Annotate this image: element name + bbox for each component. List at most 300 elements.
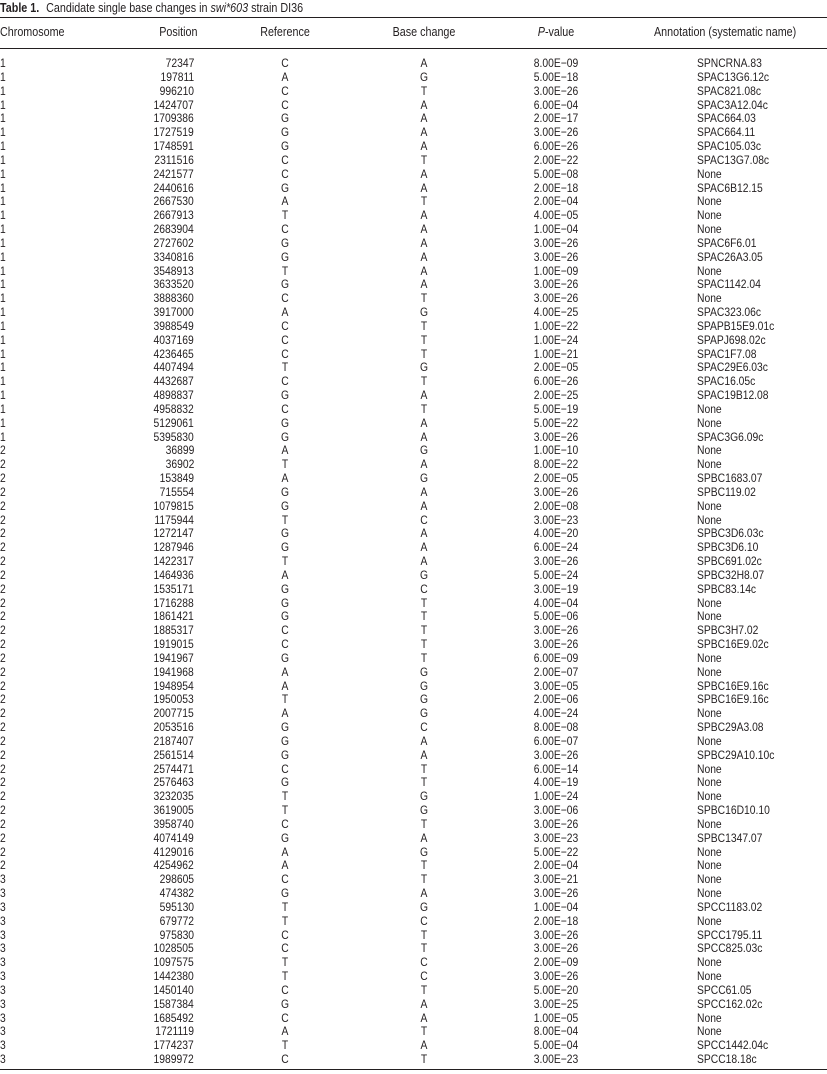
cell-position: 1941967 xyxy=(153,650,194,665)
cell-chromosome: 2 xyxy=(0,623,6,638)
cell-position: 2421577 xyxy=(153,166,194,181)
cell-annotation: None xyxy=(697,816,722,831)
table-row: 2 2007715 A G 4.00E−24 None xyxy=(0,706,722,721)
cell-position: 4037169 xyxy=(153,332,194,347)
table-row: 2 1079815 G A 2.00E−08 None xyxy=(0,498,722,513)
cell-chromosome: 1 xyxy=(0,401,6,416)
cell-chromosome: 1 xyxy=(0,139,6,153)
cell-position: 1287946 xyxy=(153,540,194,555)
cell-chromosome: 2 xyxy=(0,692,6,707)
table-row: 2 2561514 G A 3.00E−26 SPBC29A10.10c xyxy=(0,747,775,762)
table-row: 2 1948954 A G 3.00E−05 SPBC16E9.16c xyxy=(0,678,769,693)
cell-position: 1948954 xyxy=(153,678,194,693)
cell-chromosome: 1 xyxy=(0,277,6,292)
cell-annotation: None xyxy=(697,1010,722,1025)
cell-annotation: None xyxy=(697,844,722,859)
cell-chromosome: 2 xyxy=(0,526,6,541)
table-row: 2 1272147 G A 4.00E−20 SPBC3D6.03c xyxy=(0,526,764,541)
cell-position: 2311516 xyxy=(154,152,194,167)
table-row: 1 2440616 G A 2.00E−18 SPAC6B12.15 xyxy=(0,180,763,195)
cell-position: 3633520 xyxy=(153,277,194,292)
table-row: 1 3340816 G A 3.00E−26 SPAC26A3.05 xyxy=(0,249,763,264)
cell-annotation: SPAC3A12.04c xyxy=(697,97,768,112)
cell-position: 1097575 xyxy=(153,955,194,970)
cell-annotation: SPAC6F6.01 xyxy=(697,235,757,250)
table-row: 3 1028505 C T 3.00E−26 SPCC825.03c xyxy=(0,941,763,956)
table-row: 1 996210 C T 3.00E−26 SPAC821.08c xyxy=(0,83,762,98)
cell-position: 1685492 xyxy=(153,1010,194,1025)
cell-annotation: SPAC664.03 xyxy=(697,111,756,126)
cell-annotation: SPAC664.11 xyxy=(697,125,756,140)
cell-position: 1422317 xyxy=(153,554,194,569)
cell-position: 1535171 xyxy=(153,581,194,596)
cell-position: 595130 xyxy=(159,899,194,914)
cell-chromosome: 2 xyxy=(0,844,6,859)
table-row: 2 1861421 G T 5.00E−06 None xyxy=(0,609,722,624)
cell-chromosome: 2 xyxy=(0,581,6,596)
table-row: 1 4432687 C T 6.00E−26 SPAC16.05c xyxy=(0,374,756,389)
table-row: 1 4898837 G A 2.00E−25 SPAC19B12.08 xyxy=(0,388,769,403)
cell-chromosome: 3 xyxy=(0,996,6,1011)
cell-annotation: None xyxy=(697,263,722,278)
cell-chromosome: 2 xyxy=(0,858,6,873)
cell-position: 153849 xyxy=(159,471,194,486)
cell-position: 5129061 xyxy=(153,415,194,430)
table-label: Table 1. xyxy=(0,1,40,15)
cell-position: 1885317 xyxy=(153,623,194,638)
cell-chromosome: 2 xyxy=(0,803,6,818)
header-chromosome: Chromosome xyxy=(0,25,65,39)
cell-annotation: SPBC119.02 xyxy=(697,484,756,499)
cell-position: 197811 xyxy=(160,69,194,84)
table-row: 1 3633520 G A 3.00E−26 SPAC1142.04 xyxy=(0,277,761,292)
table-row: 1 1727519 G A 3.00E−26 SPAC664.11 xyxy=(0,125,756,140)
table-row: 2 1941967 G T 6.00E−09 None xyxy=(0,650,722,665)
cell-annotation: None xyxy=(697,498,722,513)
cell-chromosome: 1 xyxy=(0,332,6,347)
cell-position: 1442380 xyxy=(153,969,194,984)
cell-position: 1861421 xyxy=(153,609,194,624)
table-row: 1 2727602 G A 3.00E−26 SPAC6F6.01 xyxy=(0,235,757,250)
cell-chromosome: 1 xyxy=(0,305,6,320)
cell-chromosome: 2 xyxy=(0,609,6,624)
cell-position: 72347 xyxy=(165,56,194,70)
cell-position: 298605 xyxy=(159,872,194,887)
table-row: 1 4407494 T G 2.00E−05 SPAC29E6.03c xyxy=(0,360,768,375)
cell-annotation: None xyxy=(697,775,722,790)
cell-position: 1716288 xyxy=(153,595,194,610)
cell-position: 1989972 xyxy=(153,1052,194,1067)
cell-position: 3958740 xyxy=(153,816,194,831)
cell-position: 3917000 xyxy=(153,305,194,320)
cell-position: 2440616 xyxy=(153,180,194,195)
table-row: 2 2053516 G C 8.00E−08 SPBC29A3.08 xyxy=(0,720,764,735)
cell-annotation: SPCC162.02c xyxy=(697,996,763,1011)
cell-position: 4236465 xyxy=(153,346,194,361)
cell-chromosome: 2 xyxy=(0,540,6,555)
table-row: 2 4254962 A T 2.00E−04 None xyxy=(0,858,722,873)
cell-chromosome: 2 xyxy=(0,816,6,831)
table-row: 2 1716288 G T 4.00E−04 None xyxy=(0,595,722,610)
table-row: 1 4037169 C T 1.00E−24 SPAPJ698.02c xyxy=(0,332,766,347)
cell-chromosome: 2 xyxy=(0,761,6,776)
cell-annotation: None xyxy=(697,194,722,209)
cell-chromosome: 3 xyxy=(0,1010,6,1025)
cell-annotation: SPCC18.18c xyxy=(697,1052,757,1067)
cell-chromosome: 1 xyxy=(0,263,6,278)
table-row: 3 679772 T C 2.00E−18 None xyxy=(0,913,722,928)
cell-annotation: SPBC29A10.10c xyxy=(697,747,775,762)
cell-annotation: None xyxy=(697,761,722,776)
table-row: 3 975830 C T 3.00E−26 SPCC1795.11 xyxy=(0,927,763,942)
cell-position: 1175944 xyxy=(154,512,194,527)
cell-position: 4074149 xyxy=(153,830,194,845)
cell-annotation: SPBC691.02c xyxy=(697,554,762,569)
table-row: 2 1175944 T C 3.00E−23 None xyxy=(0,512,722,527)
cell-annotation: None xyxy=(697,664,722,679)
cell-chromosome: 1 xyxy=(0,415,6,430)
cell-chromosome: 3 xyxy=(0,899,6,914)
strain-name: swi*603 xyxy=(210,1,249,15)
table-row: 1 4236465 C T 1.00E−21 SPAC1F7.08 xyxy=(0,346,757,361)
cell-chromosome: 2 xyxy=(0,512,6,527)
cell-chromosome: 3 xyxy=(0,941,6,956)
cell-position: 1774237 xyxy=(153,1038,194,1053)
cell-chromosome: 1 xyxy=(0,56,6,70)
cell-annotation: SPCC61.05 xyxy=(697,982,752,997)
cell-chromosome: 1 xyxy=(0,83,6,98)
cell-position: 1748591 xyxy=(153,139,194,153)
cell-chromosome: 1 xyxy=(0,291,6,306)
cell-position: 3548913 xyxy=(153,263,194,278)
cell-chromosome: 2 xyxy=(0,747,6,762)
cell-position: 1709386 xyxy=(153,111,194,126)
cell-annotation: SPAC1F7.08 xyxy=(697,346,757,361)
cell-chromosome: 3 xyxy=(0,1038,6,1053)
cell-annotation: None xyxy=(697,1024,722,1039)
table-row: 1 2683904 C A 1.00E−04 None xyxy=(0,222,722,237)
cell-position: 1919015 xyxy=(153,637,194,652)
table-row: 1 3917000 A G 4.00E−25 SPAC323.06c xyxy=(0,305,762,320)
table-header-rule xyxy=(0,48,827,49)
cell-position: 2187407 xyxy=(153,733,194,748)
table-caption xyxy=(0,1,303,15)
cell-annotation: None xyxy=(697,789,722,804)
cell-position: 2667530 xyxy=(153,194,194,209)
cell-position: 1587384 xyxy=(153,996,194,1011)
cell-position: 1424707 xyxy=(153,97,194,112)
table-row: 1 2421577 C A 5.00E−08 None xyxy=(0,166,722,181)
cell-position: 3232035 xyxy=(153,789,194,804)
cell-chromosome: 2 xyxy=(0,706,6,721)
cell-annotation: SPAC26A3.05 xyxy=(697,249,763,264)
table-row: 1 4958832 C T 5.00E−19 None xyxy=(0,401,722,416)
cell-annotation: None xyxy=(697,595,722,610)
cell-annotation: SPBC16E9.16c xyxy=(697,678,769,693)
cell-annotation: SPBC29A3.08 xyxy=(697,720,764,735)
cell-position: 975830 xyxy=(159,927,194,942)
table-row: 3 1450140 C T 5.00E−20 SPCC61.05 xyxy=(0,982,752,997)
header-position: Position xyxy=(158,25,197,39)
cell-chromosome: 1 xyxy=(0,194,6,209)
cell-chromosome: 2 xyxy=(0,830,6,845)
cell-annotation: None xyxy=(697,955,722,970)
cell-annotation: None xyxy=(697,609,722,624)
cell-position: 474382 xyxy=(159,886,194,901)
cell-position: 4958832 xyxy=(153,401,194,416)
cell-annotation: None xyxy=(697,208,722,223)
cell-chromosome: 2 xyxy=(0,471,6,486)
cell-chromosome: 3 xyxy=(0,955,6,970)
cell-position: 4254962 xyxy=(153,858,194,873)
cell-chromosome: 1 xyxy=(0,97,6,112)
cell-position: 1721119 xyxy=(155,1024,194,1039)
cell-annotation: None xyxy=(697,401,722,416)
cell-annotation: SPCC1442.04c xyxy=(697,1038,769,1053)
cell-position: 1727519 xyxy=(153,125,194,140)
cell-chromosome: 1 xyxy=(0,111,6,126)
cell-annotation: SPAC13G6.12c xyxy=(697,69,770,84)
cell-annotation: SPCC825.03c xyxy=(697,941,763,956)
table-row: 1 5395830 G A 3.00E−26 SPAC3G6.09c xyxy=(0,429,764,444)
cell-chromosome: 1 xyxy=(0,374,6,389)
cell-position: 3888360 xyxy=(153,291,194,306)
table-row: 1 3888360 C T 3.00E−26 None xyxy=(0,291,722,306)
cell-annotation: SPCC1183.02 xyxy=(697,899,763,914)
cell-annotation: SPAC821.08c xyxy=(697,83,762,98)
cell-chromosome: 1 xyxy=(0,388,6,403)
cell-annotation: None xyxy=(697,650,722,665)
cell-annotation: None xyxy=(697,291,722,306)
cell-annotation: SPBC1683.07 xyxy=(697,471,763,486)
cell-chromosome: 2 xyxy=(0,733,6,748)
cell-chromosome: 3 xyxy=(0,886,6,901)
cell-chromosome: 3 xyxy=(0,1024,6,1039)
cell-annotation: SPBC3H7.02 xyxy=(697,623,759,638)
table-row: 3 1587384 G A 3.00E−25 SPCC162.02c xyxy=(0,996,763,1011)
cell-position: 4432687 xyxy=(153,374,194,389)
cell-chromosome: 1 xyxy=(0,249,6,264)
cell-chromosome: 1 xyxy=(0,152,6,167)
cell-chromosome: 2 xyxy=(0,567,6,582)
cell-annotation: SPAC1142.04 xyxy=(697,277,761,292)
cell-annotation: SPAC19B12.08 xyxy=(697,388,769,403)
cell-chromosome: 1 xyxy=(0,429,6,444)
table-row: 2 153849 A G 2.00E−05 SPBC1683.07 xyxy=(0,471,763,486)
cell-chromosome: 2 xyxy=(0,637,6,652)
cell-chromosome: 2 xyxy=(0,664,6,679)
cell-chromosome: 3 xyxy=(0,872,6,887)
table-row: 1 2667913 T A 4.00E−05 None xyxy=(0,208,722,223)
cell-annotation: SPAC6B12.15 xyxy=(697,180,763,195)
cell-position: 5395830 xyxy=(153,429,194,444)
table-row: 2 1422317 T A 3.00E−26 SPBC691.02c xyxy=(0,554,762,569)
cell-position: 3619005 xyxy=(153,803,194,818)
cell-chromosome: 2 xyxy=(0,650,6,665)
table-row: 2 36899 A G 1.00E−10 None xyxy=(0,443,722,458)
cell-chromosome: 2 xyxy=(0,443,6,458)
cell-chromosome: 3 xyxy=(0,982,6,997)
cell-chromosome: 1 xyxy=(0,235,6,250)
table-row: 2 4129016 A G 5.00E−22 None xyxy=(0,844,722,859)
table-row: 2 4074149 G A 3.00E−23 SPBC1347.07 xyxy=(0,830,763,845)
table-row: 1 2667530 A T 2.00E−04 None xyxy=(0,194,722,209)
cell-annotation: SPAC16.05c xyxy=(697,374,756,389)
cell-annotation: None xyxy=(697,913,722,928)
cell-position: 679772 xyxy=(159,913,194,928)
cell-chromosome: 1 xyxy=(0,180,6,195)
cell-position: 1950053 xyxy=(153,692,194,707)
cell-position: 1028505 xyxy=(153,941,194,956)
cell-position: 2727602 xyxy=(153,235,194,250)
caption-suffix: strain DI36 xyxy=(248,1,304,15)
cell-position: 3340816 xyxy=(153,249,194,264)
cell-position: 2574471 xyxy=(153,761,194,776)
cell-position: 2007715 xyxy=(153,706,194,721)
cell-chromosome: 2 xyxy=(0,678,6,693)
cell-chromosome: 3 xyxy=(0,927,6,942)
table-row: 3 1685492 C A 1.00E−05 None xyxy=(0,1010,722,1025)
cell-position: 1450140 xyxy=(153,982,194,997)
cell-annotation: SPBC3D6.03c xyxy=(697,526,764,541)
table-row: 1 2311516 C T 2.00E−22 SPAC13G7.08c xyxy=(0,152,770,167)
cell-chromosome: 3 xyxy=(0,969,6,984)
cell-position: 2683904 xyxy=(153,222,194,237)
table-row: 1 3988549 C T 1.00E−22 SPAPB15E9.01c xyxy=(0,318,775,333)
cell-chromosome: 1 xyxy=(0,208,6,223)
table-row: 2 3958740 C T 3.00E−26 None xyxy=(0,816,722,831)
table-row: 2 2187407 G A 6.00E−07 None xyxy=(0,733,722,748)
cell-chromosome: 2 xyxy=(0,720,6,735)
cell-annotation: None xyxy=(697,872,722,887)
table-row: 1 1424707 C A 6.00E−04 SPAC3A12.04c xyxy=(0,97,768,112)
table-row: 2 2574471 C T 6.00E−14 None xyxy=(0,761,722,776)
table-row: 2 1950053 T G 2.00E−06 SPBC16E9.16c xyxy=(0,692,769,707)
table-row: 3 1774237 T A 5.00E−04 SPCC1442.04c xyxy=(0,1038,769,1053)
cell-position: 4129016 xyxy=(153,844,194,859)
cell-chromosome: 2 xyxy=(0,595,6,610)
cell-annotation: SPCC1795.11 xyxy=(697,927,763,942)
table-row: 2 1464936 A G 5.00E−24 SPBC32H8.07 xyxy=(0,567,765,582)
cell-position: 4898837 xyxy=(153,388,194,403)
cell-position: 1079815 xyxy=(153,498,194,513)
cell-annotation: None xyxy=(697,886,722,901)
table-top-rule xyxy=(0,17,827,18)
cell-chromosome: 1 xyxy=(0,222,6,237)
cell-position: 1464936 xyxy=(153,567,194,582)
cell-annotation: SPAC323.06c xyxy=(697,305,762,320)
table-row: 1 197811 A G 5.00E−18 SPAC13G6.12c xyxy=(0,69,770,84)
table-row: 3 1989972 C T 3.00E−23 SPCC18.18c xyxy=(0,1052,757,1067)
cell-annotation: SPAC105.03c xyxy=(697,139,762,153)
cell-position: 996210 xyxy=(159,83,194,98)
cell-annotation: None xyxy=(697,222,722,237)
cell-chromosome: 2 xyxy=(0,554,6,569)
table-row: 1 72347 C A 8.00E−09 SPNCRNA.83 xyxy=(0,56,762,70)
table-row: 2 1919015 C T 3.00E−26 SPBC16E9.02c xyxy=(0,637,769,652)
table-row: 3 595130 T G 1.00E−04 SPCC1183.02 xyxy=(0,899,763,914)
cell-position: 36899 xyxy=(165,443,194,458)
cell-chromosome: 1 xyxy=(0,125,6,140)
cell-position: 715554 xyxy=(159,484,194,499)
table-row: 2 1941968 A G 2.00E−07 None xyxy=(0,664,722,679)
table-row: 3 1097575 T C 2.00E−09 None xyxy=(0,955,722,970)
cell-annotation: SPAPJ698.02c xyxy=(697,332,766,347)
table-row: 1 1748591 G A 6.00E−26 SPAC105.03c xyxy=(0,139,762,153)
cell-annotation: SPAPB15E9.01c xyxy=(697,318,775,333)
cell-annotation: None xyxy=(697,858,722,873)
table-row: 2 1535171 G C 3.00E−19 SPBC83.14c xyxy=(0,581,757,596)
cell-position: 1941968 xyxy=(153,664,194,679)
cell-chromosome: 1 xyxy=(0,346,6,361)
cell-position: 2053516 xyxy=(153,720,194,735)
table-row: 2 3619005 T G 3.00E−06 SPBC16D10.10 xyxy=(0,803,770,818)
table-row: 2 2576463 G T 4.00E−19 None xyxy=(0,775,722,790)
cell-annotation: SPBC32H8.07 xyxy=(697,567,765,582)
table-row: 3 474382 G A 3.00E−26 None xyxy=(0,886,722,901)
cell-chromosome: 1 xyxy=(0,360,6,375)
cell-chromosome: 2 xyxy=(0,457,6,472)
cell-annotation: SPBC3D6.10 xyxy=(697,540,759,555)
table-row: 2 36902 T A 8.00E−22 None xyxy=(0,457,722,472)
table-row: 2 1287946 G A 6.00E−24 SPBC3D6.10 xyxy=(0,540,759,555)
cell-chromosome: 2 xyxy=(0,775,6,790)
cell-position: 36902 xyxy=(165,457,194,472)
table-row: 2 3232035 T G 1.00E−24 None xyxy=(0,789,722,804)
cell-position: 3988549 xyxy=(153,318,194,333)
table-row: 1 3548913 T A 1.00E−09 None xyxy=(0,263,722,278)
cell-annotation: None xyxy=(697,443,722,458)
cell-annotation: SPBC1347.07 xyxy=(697,830,763,845)
cell-annotation: None xyxy=(697,969,722,984)
cell-annotation: SPBC16D10.10 xyxy=(697,803,770,818)
cell-position: 2667913 xyxy=(153,208,194,223)
table-row: 3 1721119 A T 8.00E−04 None xyxy=(0,1024,722,1039)
cell-chromosome: 3 xyxy=(0,913,6,928)
header-annotation: Annotation (systematic name) xyxy=(654,25,797,39)
table-header-row: Chromosome Position Reference Base change P-value Annotation (systematic name) xyxy=(0,25,797,39)
cell-annotation: SPBC16E9.16c xyxy=(697,692,769,707)
cell-annotation: None xyxy=(697,512,722,527)
table-bottom-rule xyxy=(0,1069,827,1070)
cell-annotation: None xyxy=(697,733,722,748)
table-row: 3 298605 C T 3.00E−21 None xyxy=(0,872,722,887)
cell-annotation: None xyxy=(697,166,722,181)
cell-chromosome: 3 xyxy=(0,1052,6,1067)
table-row: 1 1709386 G A 2.00E−17 SPAC664.03 xyxy=(0,111,756,126)
cell-annotation: None xyxy=(697,706,722,721)
cell-annotation: SPAC3G6.09c xyxy=(697,429,764,444)
cell-annotation: SPAC29E6.03c xyxy=(697,360,768,375)
cell-position: 1272147 xyxy=(153,526,194,541)
cell-annotation: None xyxy=(697,457,722,472)
cell-annotation: SPBC16E9.02c xyxy=(697,637,769,652)
cell-position: 2576463 xyxy=(153,775,194,790)
cell-chromosome: 1 xyxy=(0,166,6,181)
cell-chromosome: 1 xyxy=(0,69,6,84)
table-row: 1 5129061 G A 5.00E−22 None xyxy=(0,415,722,430)
table-row: 2 1885317 C T 3.00E−26 SPBC3H7.02 xyxy=(0,623,759,638)
cell-annotation: None xyxy=(697,415,722,430)
cell-chromosome: 2 xyxy=(0,498,6,513)
cell-annotation: SPBC83.14c xyxy=(697,581,757,596)
cell-chromosome: 1 xyxy=(0,318,6,333)
cell-position: 4407494 xyxy=(153,360,194,375)
cell-position: 2561514 xyxy=(153,747,194,762)
caption-text: Candidate single base changes in xyxy=(46,1,211,15)
table-row: 2 715554 G A 3.00E−26 SPBC119.02 xyxy=(0,484,756,499)
cell-annotation: SPNCRNA.83 xyxy=(697,56,762,70)
